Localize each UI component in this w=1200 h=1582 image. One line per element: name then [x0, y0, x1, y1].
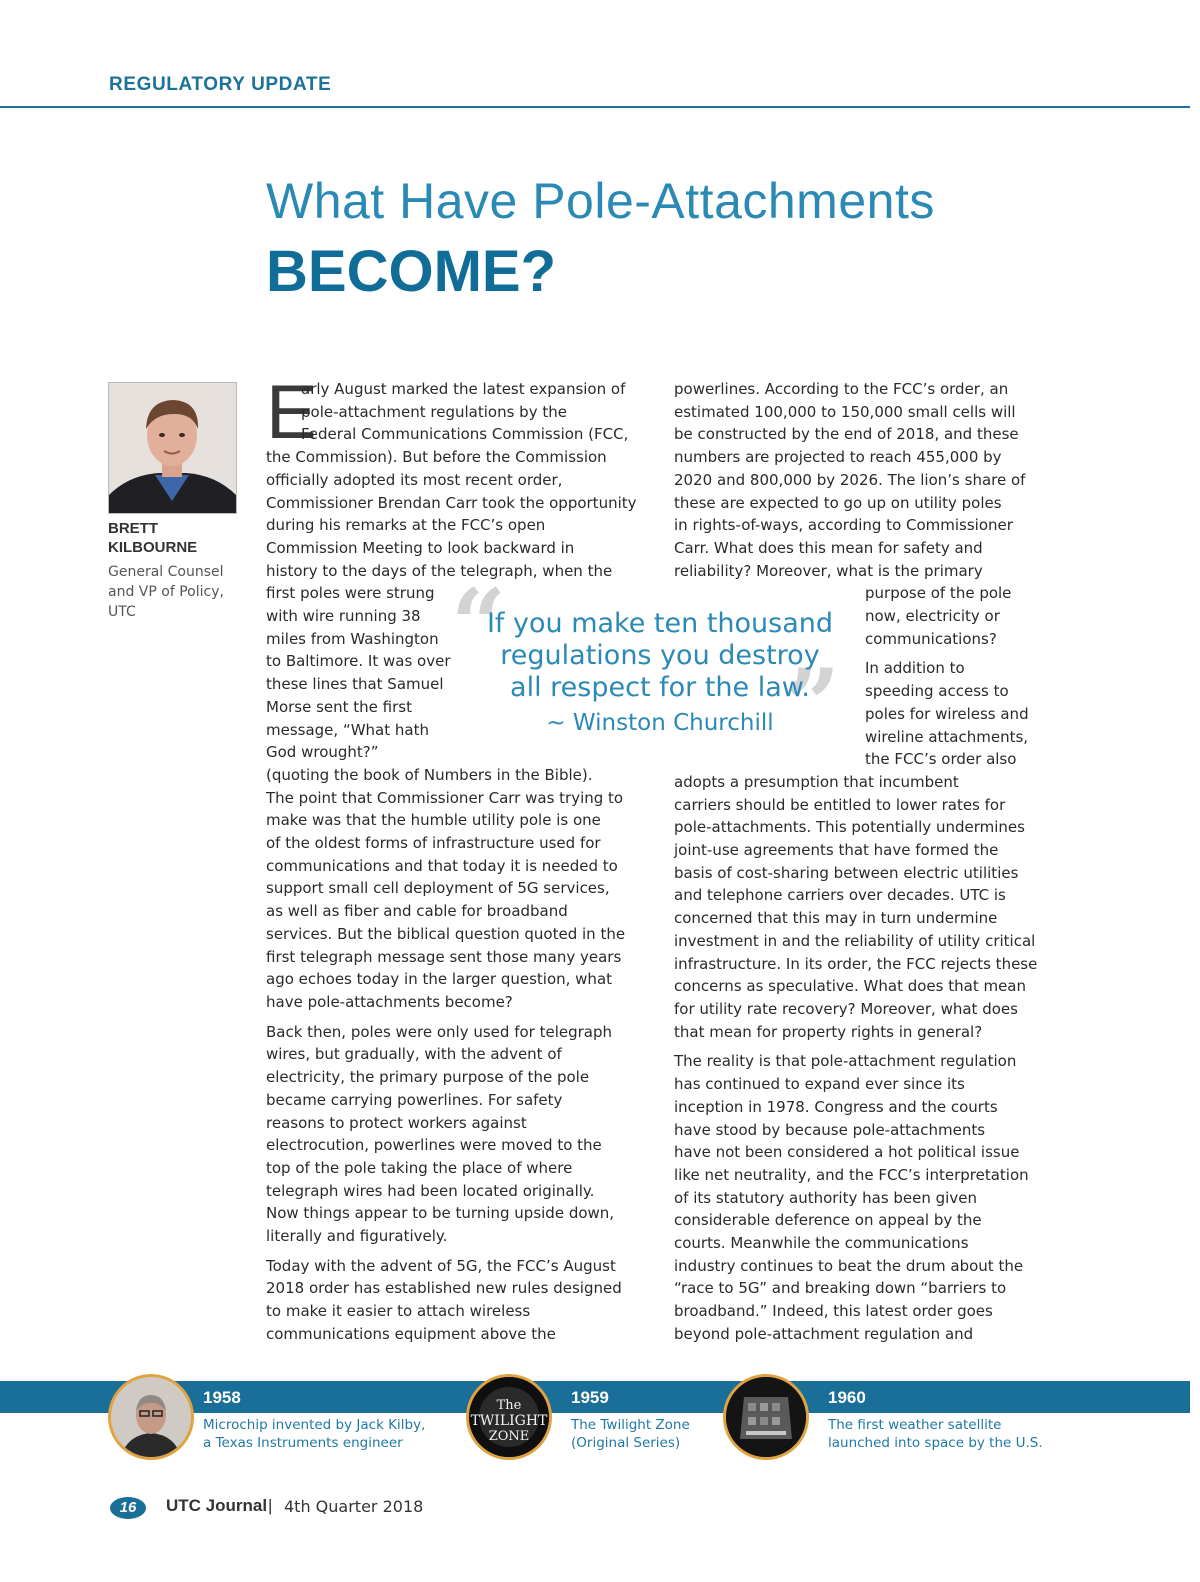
- timeline-year: 1958: [203, 1388, 241, 1407]
- author-photo: [108, 382, 237, 514]
- paragraph: In addition to speeding access to poles for wireless and wireline attachments, the FCC’s order also adopts a presumption that incumbent carriers should be entitled to lower rates for pole-attachments. This potentially undermines joint-use agreements that have formed the basis of cost-sharing between electric utilities and telephone carriers over decades. UTC is concerned that this may in turn undermine investment in and the reliability of utility critical infrastructure. In its order, the FCC rejects these concerns as speculative. What does that mean for utility rate recovery? Moreover, what does that mean for property rights in general?: [674, 659, 1038, 1041]
- section-divider: [0, 106, 1190, 108]
- page-number: 16: [110, 1497, 146, 1519]
- timeline-photo-twilight-zone: [466, 1374, 552, 1460]
- footer-separator: |: [268, 1496, 273, 1515]
- svg-text:The: The: [496, 1398, 522, 1413]
- pull-quote-attribution: ~ Winston Churchill: [546, 710, 774, 736]
- author-role: General Counsel and VP of Policy, UTC: [108, 564, 224, 620]
- article-title: What Have Pole-Attachments: [266, 173, 935, 229]
- issue-date: 4th Quarter 2018: [284, 1497, 424, 1516]
- drop-cap: E: [266, 370, 317, 455]
- timeline-photo-satellite: [723, 1374, 809, 1460]
- article-column-left: [266, 370, 646, 1353]
- publication-name: UTC Journal: [166, 1496, 268, 1515]
- svg-text:ZONE: ZONE: [488, 1429, 530, 1444]
- paragraph: arly August marked the latest expansion of pole-attachment regulations by the Federal Communications Commission (FCC, the Commission). But before the Commission officially adopted its most recent order, Commissioner Brendan Carr took the opportunity during his remarks at the FCC’s open Commission Meeting to look backward in history to the days of the telegraph, when the first poles were strung with wire running 38 miles from Washington to Baltimore. It was over these lines that Samuel Morse sent the first message, “What hath God wrought?” (quoting the book of Numbers in the Bible). The point that Commissioner Carr was trying to make was that the humble utility pole is one of the oldest forms of infrastructure used for communications and that today it is needed to support small cell deployment of 5G services, as well as fiber and cable for broadband services. But the biblical question quoted in the first telegraph message sent those many years ago echoes today in the larger question, what have pole-attachments become?: [266, 380, 637, 1011]
- article-column-right: [674, 378, 1074, 1353]
- svg-text:TWILIGHT: TWILIGHT: [470, 1413, 548, 1429]
- article-title-emphasis: BECOME?: [266, 239, 556, 304]
- timeline-photo-microchip: [108, 1374, 194, 1460]
- paragraph: powerlines. According to the FCC’s order, an estimated 100,000 to 150,000 small cells will be constructed by the end of 2018, and these numbers are projected to reach 455,000 by 2020 and 800,000 by 2026. The lion’s share of these are expected to go up on utility poles in rights-of-ways, according to Commissioner Carr. What does this mean for safety and reliability? Moreover, what is the primary purpose of the pole now, electricity or communications?: [674, 380, 1026, 648]
- author-name: BRETT KILBOURNE: [108, 520, 198, 556]
- timeline-description: The first weather satellite launched into space by the U.S.: [828, 1417, 1043, 1451]
- timeline-year: 1959: [571, 1388, 609, 1407]
- open-quote-icon: “: [451, 568, 507, 681]
- timeline-description: The Twilight Zone (Original Series): [571, 1417, 690, 1451]
- paragraph: Back then, poles were only used for telegraph wires, but gradually, with the advent of electricity, the primary purpose of the pole became carrying powerlines. For safety reasons to protect workers against electrocution, powerlines were moved to the top of the pole taking the place of where telegraph wires had been located originally. Now things appear to be turning upside down, literally and figuratively.: [266, 1022, 615, 1246]
- pull-quote: [445, 568, 865, 761]
- close-quote-icon: ”: [785, 648, 841, 761]
- paragraph: The reality is that pole-attachment regulation has continued to expand ever since its inception in 1978. Congress and the courts have stood by because pole-attachments have not been considered a hot political issue like net neutrality, and the FCC’s interpretation of its statutory authority has been given considerable deference on appeal by the courts. Meanwhile the communications industry continues to beat the drum about the “race to 5G” and breaking down “barriers to broadband.” Indeed, this latest order goes beyond pole-attachment regulation and: [674, 1052, 1029, 1343]
- section-label: REGULATORY UPDATE: [109, 74, 332, 95]
- pull-quote-text: If you make ten thousand regulations you destroy all respect for the law.: [486, 608, 834, 703]
- timeline-description: Microchip invented by Jack Kilby, a Texas Instruments engineer: [203, 1417, 426, 1451]
- paragraph: Today with the advent of 5G, the FCC’s August 2018 order has established new rules designed to make it easier to attach wireless communications equipment above the: [266, 1256, 622, 1343]
- timeline-year: 1960: [828, 1388, 866, 1407]
